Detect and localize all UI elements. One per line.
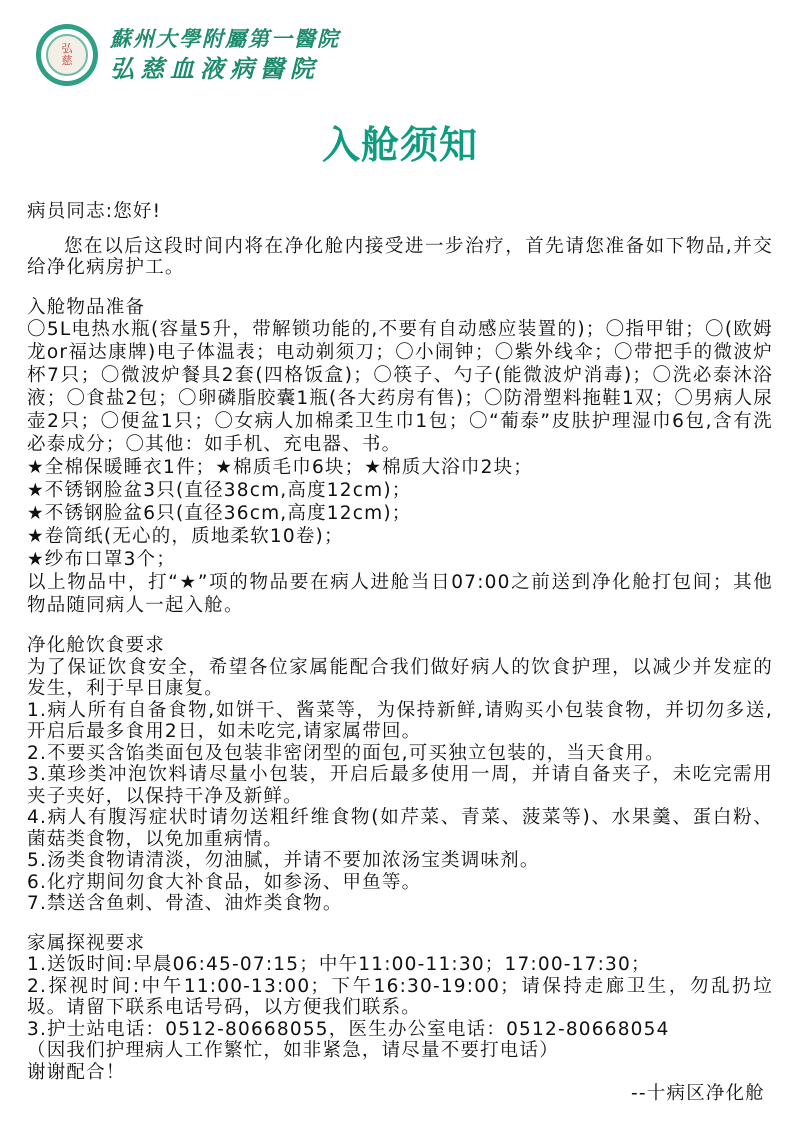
logo-text: 弘慈 [61, 42, 73, 67]
diet-rule: 5.汤类食物请清淡，勿油腻，并请不要加浓汤宝类调味剂。 [27, 850, 540, 871]
diet-rule: 7.禁送含鱼刺、骨渣、油炸类食物。 [27, 893, 343, 914]
logo-center [46, 34, 88, 76]
diet-rule: 3.菓珍类冲泡饮料请尽量小包装，开启后最多使用一周，并请自备夹子，未吃完需用夹子夹好，以保持干净及新鲜。 [27, 764, 773, 807]
hospital-name: 蘇州大學附屬第一醫院 [110, 27, 340, 51]
star-item: ★全棉保暖睡衣1件；★棉质毛巾6块；★棉质大浴巾2块； [27, 457, 533, 478]
supplies-heading: 入舱物品准备 [27, 296, 146, 318]
hospital-name-block [110, 24, 340, 86]
visit-section [27, 933, 773, 1105]
logo-ring [41, 29, 93, 81]
hospital-logo-icon [36, 24, 98, 86]
diet-rule: 6.化疗期间勿食大补食品，如参汤、甲鱼等。 [27, 871, 422, 893]
diet-rule: 2.不要买含馅类面包及包装非密闭型的面包,可买独立包装的，当天食用。 [27, 742, 665, 764]
star-item: ★不锈钢脸盆3只(直径38cm,高度12cm)； [27, 480, 412, 501]
visit-line: 1.送饭时间:早晨06:45-07:15；中午11:00-11:30；17:00-17:30； [27, 954, 651, 975]
signature: --十病区净化舱 [631, 1083, 765, 1104]
visit-line: （因我们护理病人工作繁忙，如非紧急，请尽量不要打电话） [27, 1040, 559, 1061]
hospital-subname: 弘慈血液病醫院 [110, 57, 320, 83]
supplies-note: 以上物品中，打“★”项的物品要在病人进舱当日07:00之前送到净化舱打包间；其他物品随同病人一起入舱。 [27, 572, 773, 616]
supplies-section [27, 297, 773, 618]
visit-line: 2.探视时间:中午11:00-13:00；下午16:30-19:00；请保持走廊卫生，勿乱扔垃圾。请留下联系电话号码，以方便我们联系。 [27, 975, 773, 1018]
star-item: ★不锈钢脸盆6只(直径36cm,高度12cm)； [27, 503, 412, 524]
visit-line: 3.护士站电话：0512-80668055，医生办公室电话：0512-80668054 [27, 1018, 670, 1040]
page-title: 入舱须知 [321, 123, 478, 167]
star-item: ★卷筒纸(无心的，质地柔软10卷)； [27, 526, 344, 547]
thanks-text: 谢谢配合！ [27, 1061, 126, 1083]
visit-heading: 家属探视要求 [27, 932, 146, 954]
supplies-items: 〇5L电热水瓶(容量5升，带解锁功能的,不要有自动感应装置的)；〇指甲钳；〇(欧姆龙or福达康牌)电子体温表；电动剃须刀；〇小闹钟；〇紫外线伞；〇带把手的微波炉杯7只；〇微波炉餐具2套(四格饭盒)；〇筷子、勺子(能微波炉消毒)；〇洗必泰沐浴液；〇食盐2包；〇卵磷脂胶囊1瓶(各大药房有售)；〇防滑塑料拖鞋1双；〇男病人尿壶2只；〇便盆1只；〇女病人加棉柔卫生巾1包；〇“葡泰”皮肤护理湿巾6包,含有洗必泰成分；〇其他：如手机、充电器、书。 [27, 319, 773, 455]
diet-rule: 4.病人有腹泻症状时请勿送粗纤维食物(如芹菜、青菜、菠菜等)、水果羹、蛋白粉、菌菇类食物，以免加重病情。 [27, 807, 773, 850]
diet-intro: 为了保证饮食安全，希望各位家属能配合我们做好病人的饮食护理，以减少并发症的发生，利于早日康复。 [27, 656, 773, 699]
intro-paragraph: 您在以后这段时间内将在净化舱内接受进一步治疗，首先请您准备如下物品,并交给净化病房护工。 [27, 235, 773, 278]
greeting: 病员同志:您好! [27, 201, 162, 222]
hospital-header [36, 24, 340, 86]
diet-section [27, 635, 773, 915]
star-item: ★纱布口罩3个； [27, 549, 176, 570]
diet-heading: 净化舱饮食要求 [27, 635, 165, 656]
notice-body [27, 201, 773, 1105]
diet-rule: 1.病人所有自备食物,如饼干、酱菜等，为保持新鲜,请购买小包装食物，并切勿多送,开启后最多食用2日，如未吃完,请家属带回。 [27, 699, 773, 742]
